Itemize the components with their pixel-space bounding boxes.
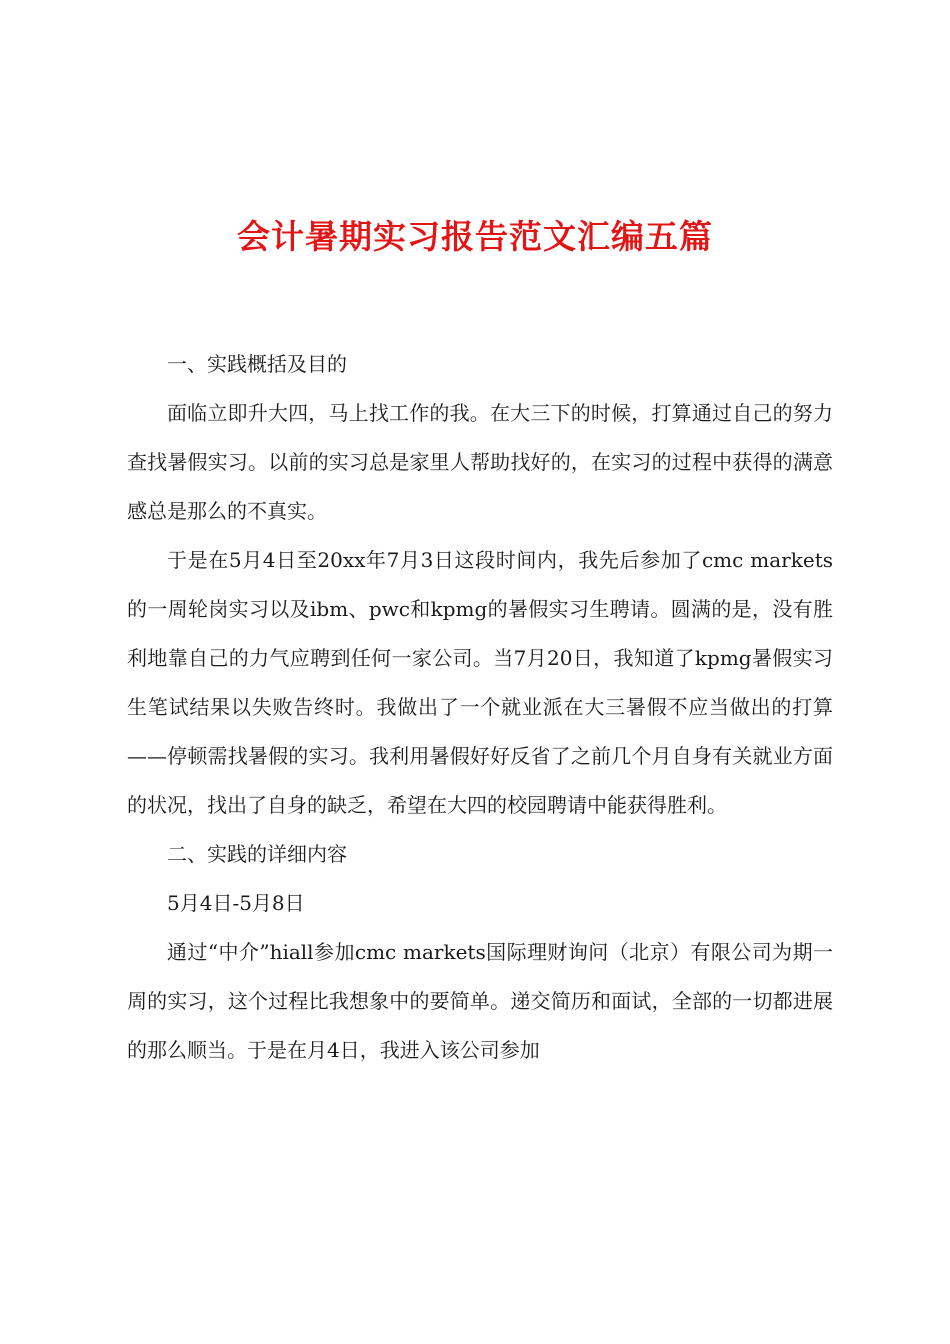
document-title: 会计暑期实习报告范文汇编五篇	[237, 217, 713, 256]
paragraph-intro: 面临立即升大四，马上找工作的我。在大三下的时候，打算通过自己的努力查找暑假实习。以前的实习总是家里人帮助找好的，在实习的过程中获得的满意感总是那么的不真实。	[127, 401, 833, 523]
paragraph-cmc: 通过“中介”hiall参加cmc markets国际理财询问（北京）有限公司为期一周的实习，这个过程比我想象中的要简单。递交简历和面试，全部的一切都进展的那么顺当。于是在月4日，我进入该公司参加	[127, 940, 833, 1062]
paragraph-experience: 于是在5月4日至20xx年7月3日这段时间内，我先后参加了cmc markets的一周轮岗实习以及ibm、pwc和kpmg的暑假实习生聘请。圆满的是，没有胜利地靠自己的力气应聘到任何一家公司。当7月20日，我知道了kpmg暑假实习生笔试结果以失败告终时。我做出了一个就业派在大三暑假不应当做出的打算——停顿需找暑假的实习。我利用暑假好好反省了之前几个月自身有关就业方面的状况，找出了自身的缺乏，希望在大四的校园聘请中能获得胜利。	[127, 548, 833, 817]
document-body	[127, 340, 833, 1075]
section-heading-overview: 一、实践概括及目的	[167, 352, 347, 376]
section-heading-details: 二、实践的详细内容	[167, 842, 347, 866]
date-range: 5月4日-5月8日	[167, 891, 305, 915]
